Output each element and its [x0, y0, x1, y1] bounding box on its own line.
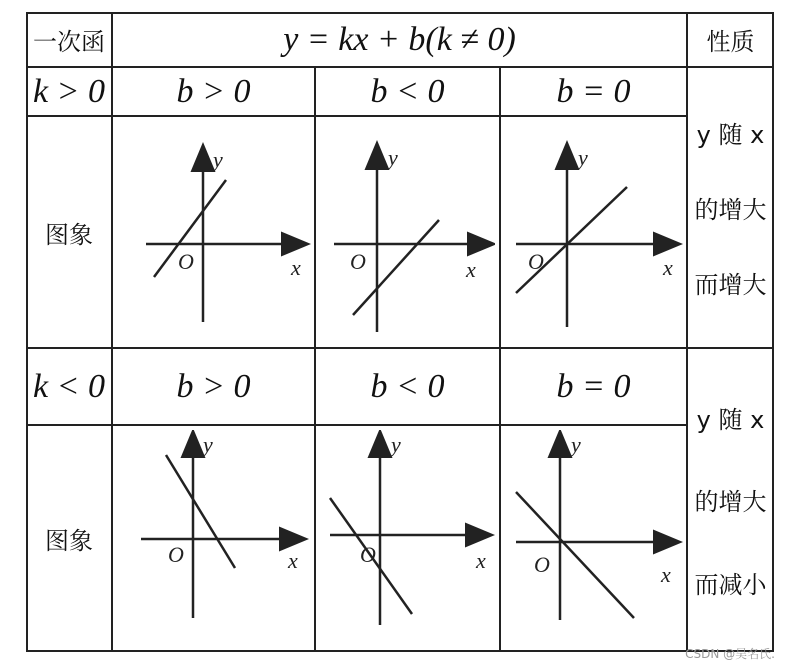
function-property-table — [26, 12, 774, 652]
origin-label: O — [178, 249, 194, 274]
row2-image-label: 图象 — [45, 527, 93, 555]
graph-k-neg-b-zero — [506, 430, 684, 635]
x-axis-label: x — [466, 257, 476, 282]
row1-k-label: k > 0 — [32, 72, 106, 110]
y-axis-label: y — [578, 145, 588, 170]
row1-property-line-1: y 随 x — [696, 121, 765, 149]
function-line — [353, 220, 439, 315]
graph-k-pos-b-neg — [320, 137, 495, 342]
row1-property — [687, 67, 774, 348]
x-axis-label: x — [288, 548, 298, 573]
graph-k-neg-b-neg — [320, 430, 495, 635]
origin-label: O — [168, 542, 184, 567]
graph-k-neg-b-pos — [136, 430, 311, 635]
row1-property-line-3: 而增大 — [694, 271, 767, 299]
y-axis-label: y — [213, 147, 223, 172]
row2-b-label-2: b < 0 — [370, 367, 445, 405]
y-axis-label: y — [391, 432, 401, 457]
x-axis-label: x — [291, 255, 301, 280]
row2-property-line-2: 的增大 — [694, 488, 767, 517]
row2-property-line-1: y 随 x — [696, 405, 765, 434]
row1-b-label-2: b < 0 — [370, 72, 445, 110]
row1-b-label-3: b = 0 — [556, 72, 631, 110]
header-formula: y = kx + b(k ≠ 0) — [283, 20, 516, 58]
origin-label: O — [534, 552, 550, 577]
row1-property-line-2: 的增大 — [694, 196, 767, 224]
function-line — [516, 187, 627, 293]
y-axis-label: y — [388, 145, 398, 170]
origin-label: O — [360, 542, 376, 567]
x-axis-label: x — [661, 562, 671, 587]
row2-property-line-3: 而减小 — [694, 571, 767, 600]
watermark: CSDN @吴名氏. — [685, 647, 775, 661]
row2-b-label-1: b > 0 — [176, 367, 251, 405]
row2-k-label: k < 0 — [32, 367, 106, 405]
row2-b-label-3: b = 0 — [556, 367, 631, 405]
row1-b-label-1: b > 0 — [176, 72, 251, 110]
row1-image-label: 图象 — [45, 220, 93, 249]
header-function-label: 一次函 — [33, 28, 105, 56]
graph-k-pos-b-zero — [506, 137, 684, 342]
header-property-label: 性质 — [706, 28, 755, 56]
origin-label: O — [528, 249, 544, 274]
x-axis-label: x — [476, 548, 486, 573]
y-axis-label: y — [571, 432, 581, 457]
origin-label: O — [350, 249, 366, 274]
y-axis-label: y — [203, 432, 213, 457]
graph-k-pos-b-pos — [136, 137, 311, 342]
row2-property — [687, 348, 774, 652]
x-axis-label: x — [663, 255, 673, 280]
